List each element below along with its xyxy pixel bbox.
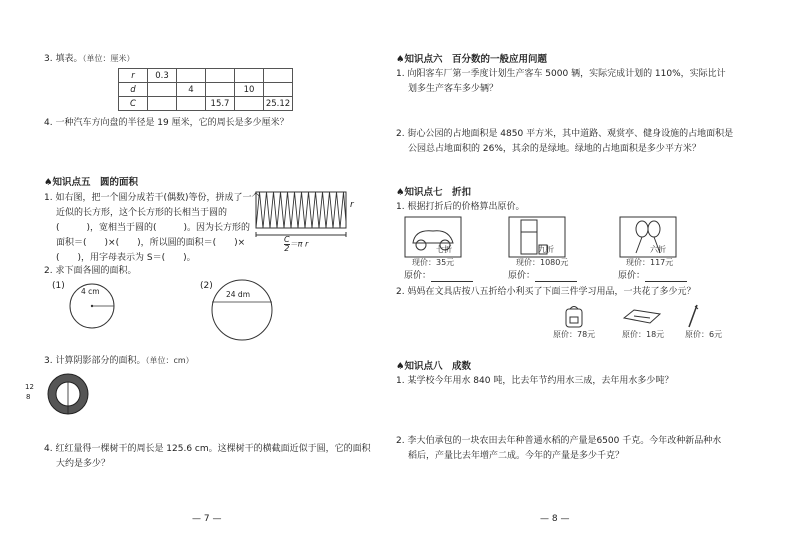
ring-outer-label: 8 [26, 393, 31, 401]
s5-q4-line: 大约是多少？ [56, 459, 111, 469]
spade-icon: ♠ [396, 187, 405, 198]
discount-tag: 七折 [436, 245, 452, 254]
answer-blank[interactable] [431, 272, 473, 282]
current-price: 现价：35元 [412, 258, 455, 267]
circle-diameter-figure [210, 278, 274, 342]
s5-q2-sub2: (2) [200, 281, 213, 291]
s5-q1-line: ( )，用字母表示为 S＝( )。 [56, 253, 196, 263]
original-price: 原价： [618, 271, 687, 282]
table-row: d 4 10 [119, 83, 293, 97]
badminton-rackets-icon [620, 217, 678, 259]
answer-blank[interactable] [645, 272, 687, 282]
s6-q2-line: 公园总占地面积的 26%，其余的是绿地。绿地的占地面积是多少平方米？ [408, 144, 701, 154]
s8-q1: 1. 某学校今年用水 840 吨，比去年节约用水三成，去年用水多少吨？ [396, 376, 674, 386]
fig-length-formula: $\frac{C}{2}$ ＝π r [284, 235, 309, 253]
table-row: r 0.3 [119, 69, 293, 83]
section5-title: ♠知识点五 圆的面积 [44, 177, 139, 188]
stationery-price: 原价：18元 [622, 330, 665, 339]
section8-title: ♠知识点八 成数 [396, 361, 472, 372]
s6-q2-line: 2. 街心公园的占地面积是 4850 平方米，其中道路、观赏亭、健身设施的占地面积是 [396, 129, 734, 139]
s8-q2-line: 2. 李大伯承包的一块农田去年种普通水稻的产量是6500 千克。今年改种新品种水 [396, 436, 722, 446]
section7-title: ♠知识点七 折扣 [396, 187, 472, 198]
q4-wheel: 4. 一种汽车方向盘的半径是 19 厘米，它的周长是多少厘米？ [44, 118, 289, 128]
original-price: 原价： [508, 271, 577, 282]
s8-q2-line: 稻后，产量比去年增产二成。今年的产量是多少千克？ [408, 451, 625, 461]
page-number: — 8 — [540, 514, 570, 524]
backpack-icon [563, 304, 585, 328]
s5-q2-sub1: (1) [52, 281, 65, 291]
ring-inner-label: 12 [25, 383, 34, 391]
discount-tag: 六折 [650, 245, 666, 254]
s7-q1: 1. 根据打折后的价格算出原价。 [396, 202, 525, 212]
original-price: 原价： [404, 271, 473, 282]
section6-title: ♠知识点六 百分数的一般应用问题 [396, 54, 548, 65]
pen-icon [686, 303, 700, 329]
s5-q1-line: ( )，宽相当于圆的( )。因为长方形的 [56, 223, 251, 233]
page-number: — 7 — [192, 514, 222, 524]
table-row: C 15.7 25.12 [119, 97, 293, 111]
circle-rearranged-figure [256, 192, 352, 230]
s5-q4-line: 4. 红红量得一棵树干的周长是 125.6 cm。这棵树干的横截面近似于圆，它的面积 [44, 444, 371, 454]
spade-icon: ♠ [44, 177, 53, 188]
current-price: 现价：117元 [626, 258, 674, 267]
spade-icon: ♠ [396, 54, 405, 65]
s5-q1-line: 面积＝( )×( )，所以圆的面积＝( )× [56, 238, 246, 248]
answer-blank[interactable] [535, 272, 577, 282]
page-8 [396, 0, 800, 560]
s5-q1-line: 1. 如右图，把一个圆分成若干(偶数)等份，拼成了一个 [44, 193, 261, 203]
fill-table [118, 68, 293, 111]
radius-label: 4 cm [81, 287, 100, 296]
fig-r-label: r [350, 200, 354, 210]
stationery-price: 原价：78元 [553, 330, 596, 339]
s6-q1-line: 1. 向阳客车厂第一季度计划生产客车 5000 辆，实际完成计划的 110%，实际比计 [396, 69, 726, 79]
q3-fill-label: 3. 填表。（单位：厘米） [44, 54, 135, 64]
s6-q1-line: 划多生产客车多少辆？ [408, 84, 499, 94]
toy-car-icon [405, 217, 463, 259]
spade-icon: ♠ [396, 361, 405, 372]
s7-q2: 2. 妈妈在文具店按八五折给小利买了下面三件学习用品，一共花了多少元？ [396, 287, 696, 297]
shaded-ring-figure [46, 372, 90, 416]
current-price: 现价：1080元 [516, 258, 569, 267]
diameter-label: 24 dm [226, 290, 250, 299]
discount-tag: 九折 [538, 245, 554, 254]
pencil-case-icon [622, 308, 662, 326]
s5-q2: 2. 求下面各圆的面积。 [44, 266, 137, 276]
stationery-price: 原价：6元 [685, 330, 723, 339]
s5-q3: 3. 计算阴影部分的面积。（单位：cm） [44, 356, 194, 366]
s5-q1-line: 近似的长方形，这个长方形的长相当于圆的 [56, 208, 228, 218]
